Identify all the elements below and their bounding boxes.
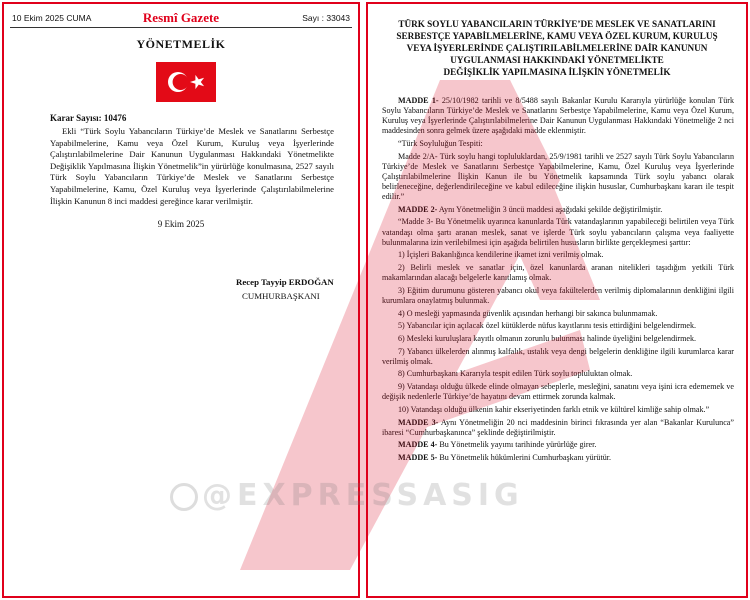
signer-title: CUMHURBAŞKANI: [242, 291, 320, 301]
article-label: MADDE 5-: [398, 453, 438, 462]
article-1-sub-heading: “Türk Soyluluğun Tespiti:: [398, 138, 483, 148]
right-page: [366, 2, 748, 598]
gazette-issue: Sayı : 33043: [302, 13, 350, 23]
condition-item: 8) Cumhurbaşkanı Kararıyla tespit edilen Türk soylu topluluktan olmak.: [398, 369, 633, 379]
gazette-header: [10, 10, 352, 28]
article-1-sub-text: Madde 2/A- Türk soylu hangi topluluklardan, 25/9/1981 tarihli ve 2527 sayılı Türk Soylu Yabancıların Türkiye’de Meslek ve Sanatlarını Serbestçe Yapabilmelerine, Kamu, Özel Kuruluş veya İşyerlerinde Çalıştırılabilmelerine İlişkin Kanun ile bu Yönetmelik kapsamında Türk soylu yabancı olarak belirleneceğine, değerlendirileceğine ve kabul edileceğine ilişkin hususlar, Cumhurbaşkanı kararı ile tespit edilir.”: [382, 151, 734, 202]
title-line: TÜRK SOYLU YABANCILARIN TÜRKİYE’DE MESLEK VE SANATLARINI: [398, 19, 716, 29]
article-text: Bu Yönetmelik hükümlerini Cumhurbaşkanı yürütür.: [437, 453, 612, 462]
article-4: [382, 440, 734, 450]
condition-item: 3) Eğitim durumunu gösteren yabancı okul veya fakültelerden verilmiş diplomalarının denkliğini ilgili kurumlara onaylatmış bulunmak.: [382, 285, 734, 305]
condition-item: 2) Belirli meslek ve sanatlar için, özel kanunlarda aranan nitelikleri taşıdığım yetkili Türk makamlarından alacağı belgelerle kanıtlamış olmak.: [382, 262, 734, 283]
article-5: [382, 453, 734, 463]
condition-item: 6) Mesleki kuruluşlara kayıtlı olmanın zorunlu bulunması halinde üyeliğini belgelendirmek.: [398, 333, 697, 343]
article-3-intro: “Madde 3- Bu Yönetmelik uyarınca kanunlarda Türk vatandaşlarının yapabileceği belirtilen veya Türk vatandaşı olma şartı aranan meslek, sanat ve işlerde Türk soylu yabancıların çalışma veya faaliyette bulunmalarına izin verilebilmesi için aşağıda belirtilen hususların birlikte gerçekleşmesi şarttır:: [382, 217, 734, 247]
condition-item: 4) O mesleği yapmasında güvenlik açısından herhangi bir sakınca bulunmamak.: [398, 308, 658, 318]
gazette-date: 10 Ekim 2025 CUMA: [12, 13, 92, 23]
regulation-body: [382, 96, 734, 466]
article-3: [382, 418, 734, 438]
article-text: Bu Yönetmelik yayımı tarihinde yürürlüğe girer.: [437, 440, 597, 450]
article-label: MADDE 1-: [398, 96, 439, 105]
condition-item: 7) Yabancı ülkelerden alınmış kalfalık, ustalık veya dengi belgelerin denkliğine ilgili kurumlarca karar verilmiş olmak.: [382, 346, 734, 366]
article-2: [382, 205, 734, 215]
title-line: VEYA İŞYERLERİNDE ÇALIŞTIRILABİLMELERİNE DAİR KANUNUN: [406, 43, 708, 53]
regulation-title: [386, 18, 728, 78]
article-label: MADDE 2-: [398, 204, 438, 214]
title-line: UYGULANMASI HAKKINDAKİ YÖNETMELİKTE: [450, 55, 664, 65]
decision-date: 9 Ekim 2025: [157, 219, 205, 229]
gazette-title: Resmî Gazete: [142, 10, 220, 25]
signer-first-name: Recep Tayyip: [236, 277, 289, 287]
section-heading: YÖNETMELİK: [136, 37, 226, 51]
turkish-flag-icon: [156, 62, 216, 102]
article-text: Aynı Yönetmeliğin 20 nci maddesinin birinci fıkrasında yer alan “Bakanlar Kurulunca” ibaresi “Cumhurbaşkanınca” şeklinde değiştirilmiştir.: [382, 417, 734, 437]
watermark-label: @EXPRESSASIG: [202, 478, 524, 513]
article-label: MADDE 3-: [398, 417, 439, 427]
title-line: SERBESTÇE YAPABİLMELERİNE, KAMU VEYA ÖZEL KURUM, KURULUŞ: [396, 31, 718, 41]
article-text: Aynı Yönetmeliğin 3 üncü maddesi aşağıdaki şekilde değiştirilmiştir.: [437, 204, 663, 214]
signer-name: [236, 277, 334, 287]
decision-number: Karar Sayısı: 10476: [50, 113, 127, 123]
left-page: [2, 2, 360, 598]
condition-item: 1) İçişleri Bakanlığınca kendilerine ikamet izni verilmiş olmak.: [398, 250, 604, 260]
condition-item: 10) Vatandaşı olduğu ülkenin kahir ekseriyetinden farklı etnik ve kültürel kimliğe sahip olmak.”: [398, 404, 710, 414]
title-line: DEĞİŞİKLİK YAPILMASINA İLİŞKİN YÖNETMELİK: [443, 67, 671, 77]
article-label: MADDE 4-: [398, 440, 438, 450]
signer-surname: ERDOĞAN: [288, 277, 334, 287]
article-text: 25/10/1982 tarihli ve 8/5488 sayılı Bakanlar Kurulu Kararıyla yürürlüğe konulan Türk Soylu Yabancıların Türkiye’de Meslek ve Sanatlarını Serbestçe Yapabilmelerine, Kamu veya Özel Kurum, Kuruluş veya İşyerlerinde Çalıştırılabilmelerine Dair Kanunun Uygulanması Hakkındaki Yönetmeliğe 2 nci maddesinden sonra gelmek üzere aşağıdaki madde eklenmiştir.: [382, 96, 735, 136]
condition-item: 5) Yabancılar için açılacak özel kütüklerde nüfus kayıtlarını tesis ettirdiğini belgelendirmek.: [398, 321, 697, 331]
decision-text: Ekli “Türk Soylu Yabancıların Türkiye’de Meslek ve Sanatlarını Serbestçe Yapabilmelerine, Kamu veya Özel Kurum, Kuruluş veya İşyerlerinde Çalıştırılabilmelerine Dair Kanunun Uygulanması Hakkındaki Yönetmelikte Değişiklik Yapılmasına İlişkin Yönetmelik”in yürürlüğe konulmasına, 2527 sayılı Türk Soylu Yabancıların Türkiye’de Meslek ve Sanatlarını Serbestçe Yapabilmelerine, Kamu, Özel Kuruluş veya İşyerlerinde Çalıştırılabilmelerine İlişkin Kanunun 8 inci maddesi gereğince karar verilmiştir.: [50, 126, 334, 206]
condition-item: 9) Vatandaşı olduğu ülkede elinde olmayan sebeplerle, mesleğini, sanatını veya işini icra edememek ve değişik nedenlerle Türkiye’de hayatını devam ettirmek zorunda kalmak.: [382, 382, 734, 402]
article-1: [382, 96, 734, 136]
